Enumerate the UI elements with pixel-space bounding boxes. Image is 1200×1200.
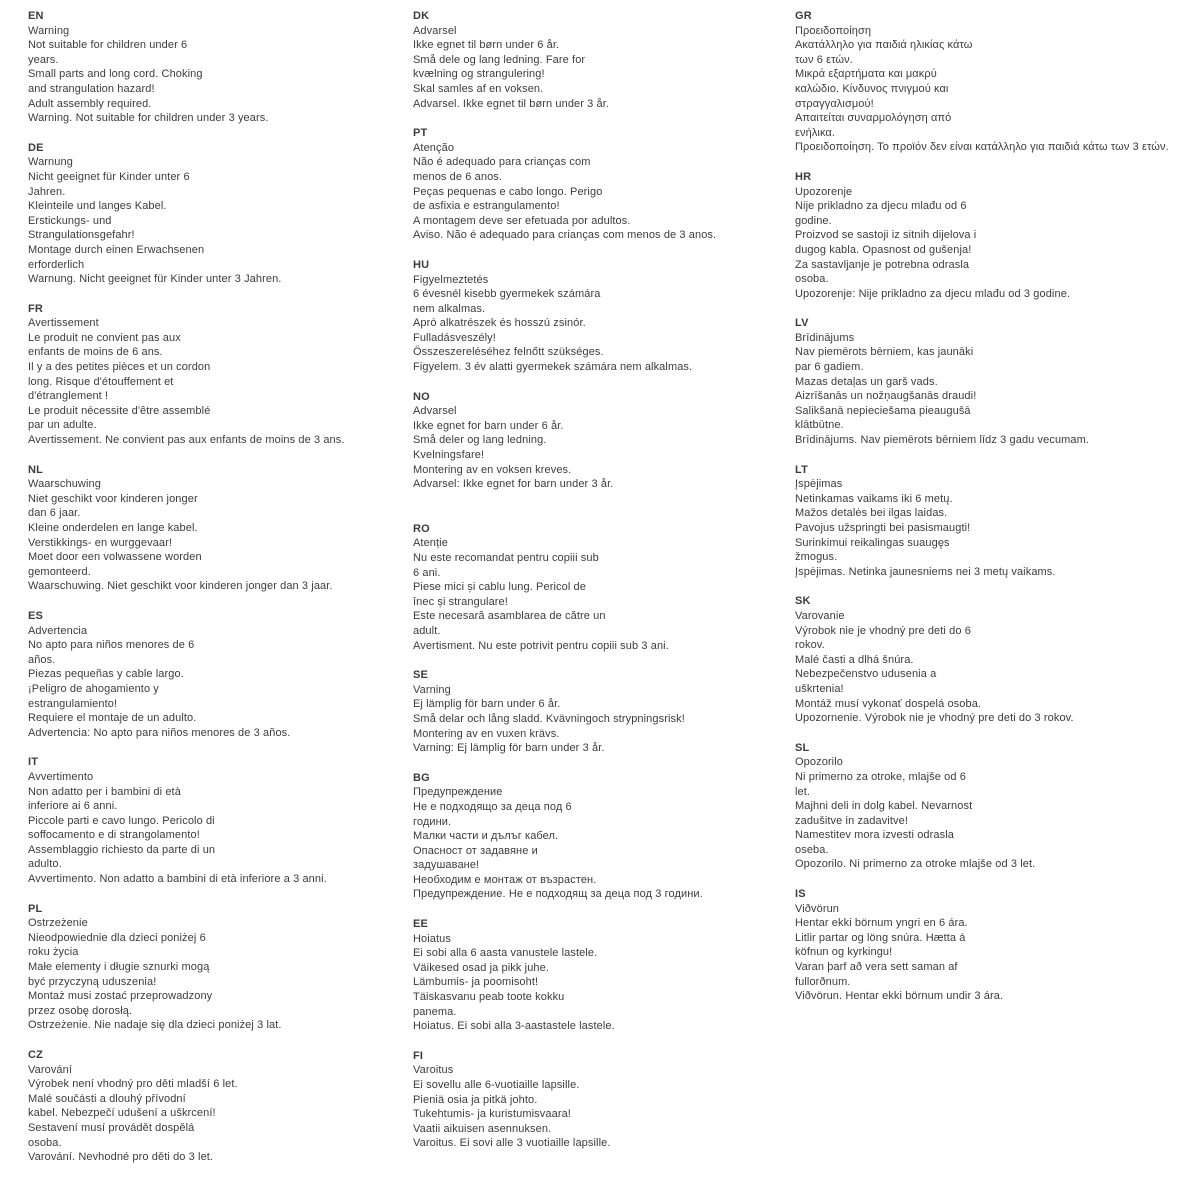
language-code-label-hu: HU [413, 258, 430, 271]
warning-text-line: Ακατάλληλο για παιδιά ηλικίας κάτω [795, 39, 973, 52]
warning-text-line: Προειδοποίηση. Το προϊόν δεν είναι κατάλληλο για παιδιά κάτω των 3 ετών. [795, 141, 1169, 154]
warning-text-line: 6 évesnél kisebb gyermekek számára [413, 288, 601, 301]
language-code-label-de: DE [28, 141, 44, 154]
language-section-sl [795, 741, 1170, 872]
warning-text-line: Varoitus. Ei sovi alle 3 vuotiaille lapsille. [413, 1137, 611, 1150]
warning-text-line: Необходим е монтаж от възрастен. [413, 873, 597, 886]
warning-text-line: Verstikkings- en wurggevaar! [28, 536, 173, 549]
warning-text-line: Aizrīšanās un nožņaugšanās draudi! [795, 390, 977, 403]
warning-text-line: Piezas pequeñas y cable largo. [28, 668, 184, 681]
warning-text-line: Ei sobi alla 6 aasta vanustele lastele. [413, 947, 598, 960]
warning-text-line: Avvertimento. Non adatto a bambini di età inferiore a 3 anni. [28, 873, 327, 886]
warning-text-line: Nav piemērots bērniem, kas jaunāki [795, 346, 974, 359]
language-section-cz [28, 1048, 403, 1165]
warning-text-line: Malé součásti a dlouhý přívodní [28, 1092, 186, 1105]
language-code-label-is: IS [795, 888, 806, 901]
warning-text-line: Namestitev mora izvesti odrasla [795, 829, 954, 842]
language-section-no [413, 390, 788, 492]
warning-text-line: Hoiatus. Ei sobi alla 3-aastastele lastele. [413, 1020, 615, 1033]
warning-text-line: klātbūtne. [795, 419, 844, 432]
language-section-nl [28, 463, 403, 594]
language-code-label-no: NO [413, 390, 430, 403]
warning-text-line: adulto. [28, 858, 62, 871]
warning-text-line: Avertissement [28, 317, 99, 330]
warning-text-line: Aviso. Não é adequado para crianças com menos de 3 anos. [413, 229, 717, 242]
language-code-label-fr: FR [28, 302, 44, 315]
warning-text-line: Not suitable for children under 6 [28, 39, 188, 52]
warning-text-line: de asfixia e estrangulamento! [413, 200, 560, 213]
language-code-label-es: ES [28, 609, 44, 622]
language-section-es [28, 609, 403, 740]
language-section-gr [795, 9, 1170, 155]
warning-text-line: Малки части и дълъг кабел. [413, 830, 559, 843]
warning-text-line: Figyelem. 3 év alatti gyermekek számára nem alkalmas. [413, 361, 693, 374]
warning-text-line: Väikesed osad ja pikk juhe. [413, 961, 550, 974]
language-section-bg [413, 771, 788, 902]
warning-text-line: Výrobek není vhodný pro děti mladší 6 let. [28, 1078, 238, 1091]
language-section-en [28, 9, 403, 126]
warning-text-line: Warnung [28, 156, 73, 169]
warning-text-line: Kleine onderdelen en lange kabel. [28, 522, 198, 534]
warning-text-line: fullorðnum. [795, 975, 851, 988]
warning-text-line: Proizvod se sastoji iz sitnih dijelova i [795, 229, 977, 242]
language-section-ee [413, 917, 788, 1034]
language-section-lv [795, 316, 1170, 447]
warning-text-line: Výrobok nie je vhodný pre deti do 6 [795, 624, 971, 637]
warning-text-line: oseba. [795, 843, 829, 856]
language-code-label-fi: FI [413, 1049, 424, 1062]
warning-text-line: Įspėjimas [795, 478, 843, 491]
warning-column-right [795, 9, 1170, 1019]
warning-text-line: Adult assembly required. [28, 97, 152, 110]
warning-text-line: Opozorilo [795, 756, 843, 769]
warning-text-line: των 6 ετών. [795, 53, 853, 66]
warning-text-line: Le produit nécessite d'être assemblé [28, 404, 211, 417]
warning-text-line: Varan þarf að vera sett saman af [795, 961, 958, 974]
warning-text-line: Nu este recomandat pentru copiii sub [413, 552, 599, 564]
warning-text-line: Täiskasvanu peab toote kokku [413, 991, 565, 1004]
warning-text-line: Įspėjimas. Netinka jaunesniems nei 3 metų vaikams. [795, 565, 1056, 578]
warning-text-line: Mažos detalės bei ilgas laidas. [795, 507, 948, 520]
warning-text-line: years. [28, 53, 59, 66]
warning-text-line: Lämbumis- ja poomisoht! [413, 976, 539, 989]
warning-text-line: köfnun og kyrkingu! [795, 946, 893, 959]
warning-text-line: Ostrzeżenie [28, 917, 88, 930]
language-code-label-pl: PL [28, 902, 43, 915]
warning-text-line: Hoiatus [413, 932, 451, 945]
warning-text-line: soffocamento e di strangolamento! [28, 829, 200, 842]
language-section-pl [28, 902, 403, 1033]
warning-text-line: Il y a des petites pièces et un cordon [28, 361, 211, 374]
warning-text-line: Non adatto per i bambini di età [28, 785, 181, 798]
warning-text-line: Kvelningsfare! [413, 449, 485, 462]
warning-text-line: Moet door een volwassene worden [28, 551, 202, 564]
language-section-fr [28, 302, 403, 448]
warning-text-line: być przyczyną uduszenia! [28, 975, 157, 988]
warning-text-line: Nije prikladno za djecu mlađu od 6 [795, 200, 967, 213]
warning-text-line: Απαιτείται συναρμολόγηση από [795, 112, 952, 125]
language-code-label-lt: LT [795, 463, 809, 476]
warning-text-line: Avertissement. Ne convient pas aux enfants de moins de 3 ans. [28, 434, 345, 447]
warning-text-line: años. [28, 653, 56, 666]
warning-text-line: Advarsel. Ikke egnet til børn under 3 år. [413, 97, 610, 110]
warning-text-line: par 6 gadiem. [795, 361, 864, 374]
warning-text-line: Montáž musí vykonať dospelá osoba. [795, 697, 982, 710]
warning-text-line: Varování. Nevhodné pro děti do 3 let. [28, 1151, 214, 1164]
warning-text-line: Предупреждение [413, 786, 503, 799]
warning-text-line: dan 6 jaar. [28, 507, 81, 520]
language-code-label-cz: CZ [28, 1049, 44, 1061]
warning-text-line: Le produit ne convient pas aux [28, 331, 181, 344]
warning-text-line: Ostrzeżenie. Nie nadaje się dla dzieci poniżej 3 lat. [28, 1019, 282, 1032]
warning-text-line: Advarsel: Ikke egnet for barn under 3 år. [413, 478, 614, 491]
language-section-is [795, 887, 1170, 1004]
warning-text-line: Pieniä osia ja pitkä johto. [413, 1093, 538, 1106]
language-code-label-ro: RO [413, 522, 430, 535]
warning-text-line: roku życia [28, 946, 79, 959]
language-section-ro [413, 522, 788, 653]
warning-text-line: Advarsel [413, 405, 457, 418]
language-code-label-bg: BG [413, 771, 430, 784]
warning-text-line: Kleinteile und langes Kabel. [28, 200, 167, 213]
warning-text-line: par un adulte. [28, 419, 97, 432]
warning-column-middle [413, 9, 788, 1166]
warning-text-line: Összeszereléséhez felnőtt szükséges. [413, 346, 604, 359]
warning-text-line: Små delar och lång sladd. Kvävningoch strypningsrisk! [413, 712, 685, 725]
language-section-hu [413, 258, 788, 375]
warning-column-left [28, 9, 403, 1180]
warning-text-line: Atenție [413, 537, 448, 550]
warning-text-line: Small parts and long cord. Choking [28, 68, 203, 81]
language-section-it [28, 755, 403, 886]
language-code-label-it: IT [28, 756, 39, 769]
language-code-label-hr: HR [795, 170, 812, 183]
warning-text-line: zadušitve in zadavitve! [795, 814, 908, 827]
language-section-hr [795, 170, 1170, 301]
warning-text-line: Ni primerno za otroke, mlajše od 6 [795, 770, 966, 783]
warning-text-line: Montering av en voksen kreves. [413, 463, 572, 476]
warning-text-line: Piccole parti e cavo lungo. Pericolo di [28, 814, 215, 827]
warning-text-line: Warning [28, 24, 70, 37]
warning-text-line: Litlir partar og löng snúra. Hætta á [795, 931, 966, 944]
warning-text-line: erforderlich [28, 258, 85, 271]
warning-text-line: Não é adequado para crianças com [413, 156, 591, 169]
warning-text-line: Upozorenje [795, 185, 853, 198]
warning-text-line: enfants de moins de 6 ans. [28, 346, 163, 359]
warning-text-line: Waarschuwing. Niet geschikt voor kinderen jonger dan 3 jaar. [28, 580, 333, 593]
warning-text-line: Figyelmeztetés [413, 273, 489, 286]
warning-text-line: dugog kabla. Opasnost od gušenja! [795, 243, 972, 256]
warning-text-line: Strangulationsgefahr! [28, 229, 135, 242]
warning-text-line: Atenção [413, 141, 455, 154]
warning-text-line: Assemblaggio richiesto da parte di un [28, 843, 216, 856]
warning-text-line: and strangulation hazard! [28, 82, 155, 95]
warning-text-line: Μικρά εξαρτήματα και μακρύ [795, 68, 937, 81]
warning-text-line: Netinkamas vaikams iki 6 metų. [795, 492, 953, 505]
warning-text-line: Avertisment. Nu este potrivit pentru copiii sub 3 ani. [413, 639, 669, 652]
language-section-fi [413, 1049, 788, 1151]
warning-text-line: задушаване! [413, 859, 480, 872]
warning-text-line: Salikšanā nepieciešama pieaugušā [795, 404, 971, 417]
warning-text-line: Ej lämplig för barn under 6 år. [413, 698, 561, 711]
warning-text-line: Ikke egnet for barn under 6 år. [413, 419, 564, 432]
warning-text-line: Brīdinājums [795, 331, 855, 344]
warning-text-line: Sestavení musí provádět dospělá [28, 1121, 195, 1134]
warning-text-line: kabel. Nebezpečí udušení a uškrcení! [28, 1107, 216, 1120]
warning-text-line: Опасност от задавяне и [413, 844, 538, 857]
language-code-label-gr: GR [795, 10, 812, 22]
warning-text-line: Este necesară asamblarea de către un [413, 610, 606, 623]
warning-text-line: Skal samles af en voksen. [413, 82, 544, 95]
warning-text-line: στραγγαλισμού! [795, 97, 874, 110]
warning-text-line: Varoitus [413, 1064, 454, 1077]
language-section-pt [413, 126, 788, 243]
warning-text-line: menos de 6 anos. [413, 170, 503, 183]
language-code-label-sk: SK [795, 595, 811, 608]
warning-text-line: long. Risque d'étouffement et [28, 375, 174, 388]
warning-text-line: Ei sovellu alle 6-vuotiaille lapsille. [413, 1079, 580, 1091]
warning-text-line: inferiore ai 6 anni. [28, 800, 118, 813]
warning-text-line: d'étranglement ! [28, 390, 109, 403]
warning-text-line: înec și strangulare! [413, 595, 508, 608]
warning-text-line: Pavojus užspringti bei pasismaugti! [795, 522, 971, 534]
warning-text-line: Requiere el montaje de un adulto. [28, 712, 197, 725]
warning-text-line: Upozornenie. Výrobok nie je vhodný pre deti do 3 rokov. [795, 712, 1074, 725]
warning-text-line: Surinkimui reikalingas suaugęs [795, 536, 950, 549]
warning-text-line: Erstickungs- und [28, 214, 112, 227]
warning-text-line: No apto para niños menores de 6 [28, 639, 195, 652]
warning-text-line: žmogus. [795, 551, 838, 564]
warning-text-line: Mazas detaļas un garš vads. [795, 375, 938, 388]
warning-text-line: Piese mici și cablu lung. Pericol de [413, 581, 586, 594]
warning-text-line: Nebezpečenstvo udusenia a [795, 668, 937, 681]
language-section-sk [795, 594, 1170, 725]
warning-text-line: estrangulamiento! [28, 697, 118, 710]
warning-text-line: Tukehtumis- ja kuristumisvaara! [413, 1108, 571, 1121]
warning-text-line: rokov. [795, 639, 825, 652]
warning-text-line: panema. [413, 1005, 457, 1018]
warning-text-line: przez osobę dorosłą. [28, 1004, 133, 1017]
warning-text-line: Προειδοποίηση [795, 24, 872, 37]
warning-text-line: Majhni deli in dolg kabel. Nevarnost [795, 800, 973, 813]
warning-text-line: osoba. [795, 273, 829, 286]
warning-text-line: Za sastavljanje je potrebna odrasla [795, 258, 970, 271]
warning-text-line: Не е подходящо за деца под 6 [413, 800, 572, 813]
language-section-se [413, 668, 788, 756]
warning-text-line: Varning: Ej lämplig för barn under 3 år. [413, 742, 605, 755]
warning-text-line: gemonteerd. [28, 565, 91, 578]
warning-text-line: Nicht geeignet für Kinder unter 6 [28, 170, 190, 183]
warning-text-line: Advarsel [413, 24, 457, 37]
warning-text-line: Jahren. [28, 185, 66, 198]
warning-text-line: Varning [413, 683, 451, 696]
language-code-label-nl: NL [28, 463, 44, 476]
warning-text-line: let. [795, 785, 811, 798]
language-code-label-en: EN [28, 10, 44, 22]
warning-text-line: Små deler og lang ledning. [413, 434, 547, 447]
warning-text-line: Ikke egnet til børn under 6 år. [413, 39, 560, 52]
warning-text-line: Montering av en vuxen krävs. [413, 727, 560, 740]
warning-text-line: ¡Peligro de ahogamiento y [28, 682, 159, 695]
warning-text-line: Warnung. Nicht geeignet für Kinder unter 3 Jahren. [28, 273, 282, 286]
warning-text-line: uškrtenia! [795, 682, 844, 695]
warning-text-line: Montage durch einen Erwachsenen [28, 243, 205, 256]
warning-text-line: Małe elementy i długie sznurki mogą [28, 961, 210, 974]
warning-text-line: години. [413, 815, 452, 828]
warning-text-line: Warning. Not suitable for children under 3 years. [28, 112, 269, 125]
warning-text-line: Nieodpowiednie dla dzieci poniżej 6 [28, 931, 206, 944]
warning-text-line: 6 ani. [413, 566, 441, 579]
warning-text-line: Fulladásveszély! [413, 331, 496, 344]
language-code-label-sl: SL [795, 741, 810, 754]
warning-text-line: Apró alkatrészek és hosszú zsinór. [413, 317, 586, 330]
language-section-lt [795, 463, 1170, 580]
warning-text-line: Предупреждение. Не е подходящ за деца под 3 години. [413, 888, 703, 901]
language-section-dk [413, 9, 788, 111]
warning-text-line: ενήλικα. [795, 126, 836, 139]
warning-text-line: Varovanie [795, 609, 845, 622]
warning-text-line: Montaż musi zostać przeprowadzony [28, 990, 213, 1003]
warning-text-line: Upozorenje: Nije prikladno za djecu mlađu od 3 godine. [795, 287, 1071, 300]
warning-text-line: Advertencia: No apto para niños menores de 3 años. [28, 726, 291, 739]
warning-text-line: osoba. [28, 1136, 62, 1149]
warning-text-line: kvælning og strangulering! [413, 68, 545, 81]
warning-text-line: Avvertimento [28, 770, 94, 783]
warning-text-line: Malé časti a dlhá šnúra. [795, 653, 914, 666]
warning-text-line: A montagem deve ser efetuada por adultos. [413, 214, 631, 227]
warning-text-line: Advertencia [28, 624, 88, 637]
language-code-label-se: SE [413, 669, 429, 682]
warning-text-line: καλώδιο. Κίνδυνος πνιγμού και [795, 82, 949, 95]
warning-text-line: Vaatii aikuisen asennuksen. [413, 1122, 552, 1135]
warning-text-line: nem alkalmas. [413, 302, 486, 315]
warning-text-line: Peças pequenas e cabo longo. Perigo [413, 185, 603, 198]
warning-text-line: Opozorilo. Ni primerno za otroke mlajše od 3 let. [795, 858, 1036, 871]
warning-text-line: godine. [795, 214, 832, 227]
language-code-label-pt: PT [413, 127, 428, 140]
warning-text-line: Hentar ekki börnum yngri en 6 ára. [795, 917, 968, 930]
warning-text-line: Små dele og lang ledning. Fare for [413, 53, 586, 66]
warning-text-line: Viðvörun. Hentar ekki börnum undir 3 ára. [795, 990, 1004, 1003]
warning-text-line: Viðvörun [795, 902, 840, 915]
language-code-label-ee: EE [413, 918, 429, 931]
warning-text-line: Niet geschikt voor kinderen jonger [28, 492, 198, 505]
warning-text-line: Brīdinājums. Nav piemērots bērniem līdz 3 gadu vecumam. [795, 434, 1090, 447]
language-section-de [28, 141, 403, 287]
language-code-label-dk: DK [413, 10, 430, 22]
language-code-label-lv: LV [795, 317, 809, 330]
warning-text-line: adult. [413, 624, 441, 637]
warning-text-line: Waarschuwing [28, 478, 101, 491]
warning-text-line: Varování [28, 1063, 73, 1076]
